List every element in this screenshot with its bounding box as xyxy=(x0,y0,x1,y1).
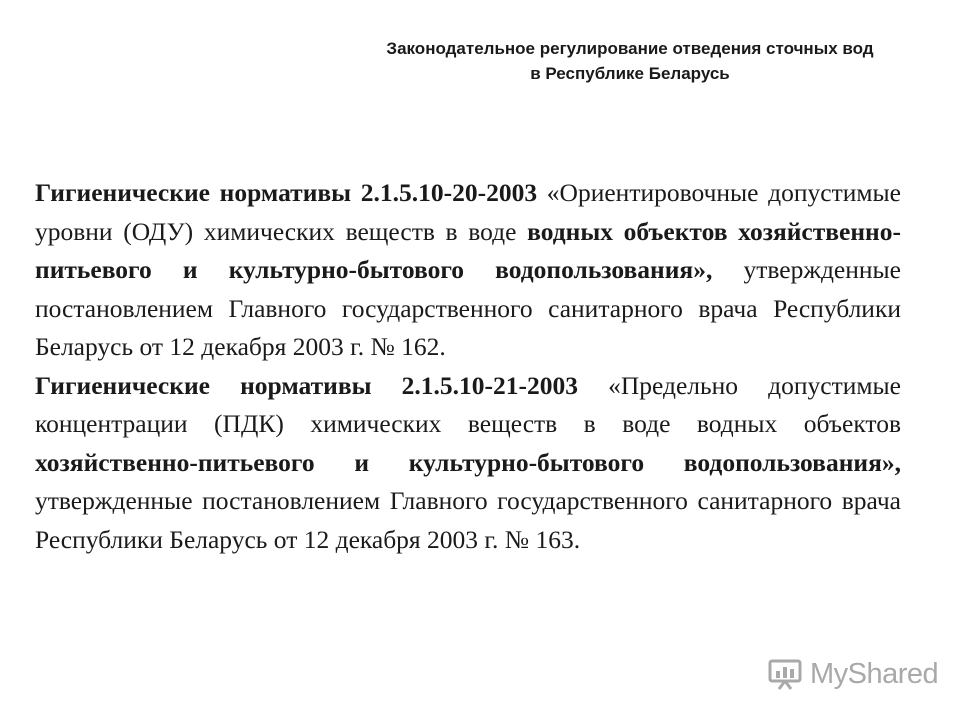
norm-text-1c: утвержденные постановлением Главного государственного санитарного врача Республики Беларусь от 12 декабря 2003 г. № 162. xyxy=(35,255,901,361)
norm-paragraph-1 xyxy=(35,174,901,367)
norm-text-1a: «Ориентировочные допустимые уровни (ОДУ) химических веществ в воде xyxy=(35,178,901,246)
slide-title-line-1: Законодательное регулирование отведения сточных вод xyxy=(386,39,874,58)
slide-body xyxy=(35,174,901,559)
norm-text-2a: «Предельно допустимые концентрации (ПДК) химических веществ в воде водных объектов xyxy=(35,370,901,438)
norm-label-2: Гигиенические нормативы 2.1.5.10-21-2003 xyxy=(35,370,578,400)
slide-header xyxy=(300,36,960,86)
myshared-watermark xyxy=(768,652,938,696)
norm-text-2c: утвержденные постановлением Главного государственного санитарного врача Республики Беларусь от 12 декабря 2003 г. № 163. xyxy=(35,486,901,554)
norm-paragraph-2 xyxy=(35,367,901,560)
norm-text-1b: водных объектов хозяйственно-питьевого и культурно-бытового водопользования», xyxy=(35,216,901,284)
slide-title-line-2: в Республике Беларусь xyxy=(530,64,730,83)
norm-label-1: Гигиенические нормативы 2.1.5.10-20-2003 xyxy=(35,178,538,207)
norm-text-2b: хозяйственно-питьевого и культурно-бытового водопользования», xyxy=(35,447,901,477)
watermark-text: MyShared xyxy=(810,657,939,690)
presentation-board-icon xyxy=(768,658,804,690)
